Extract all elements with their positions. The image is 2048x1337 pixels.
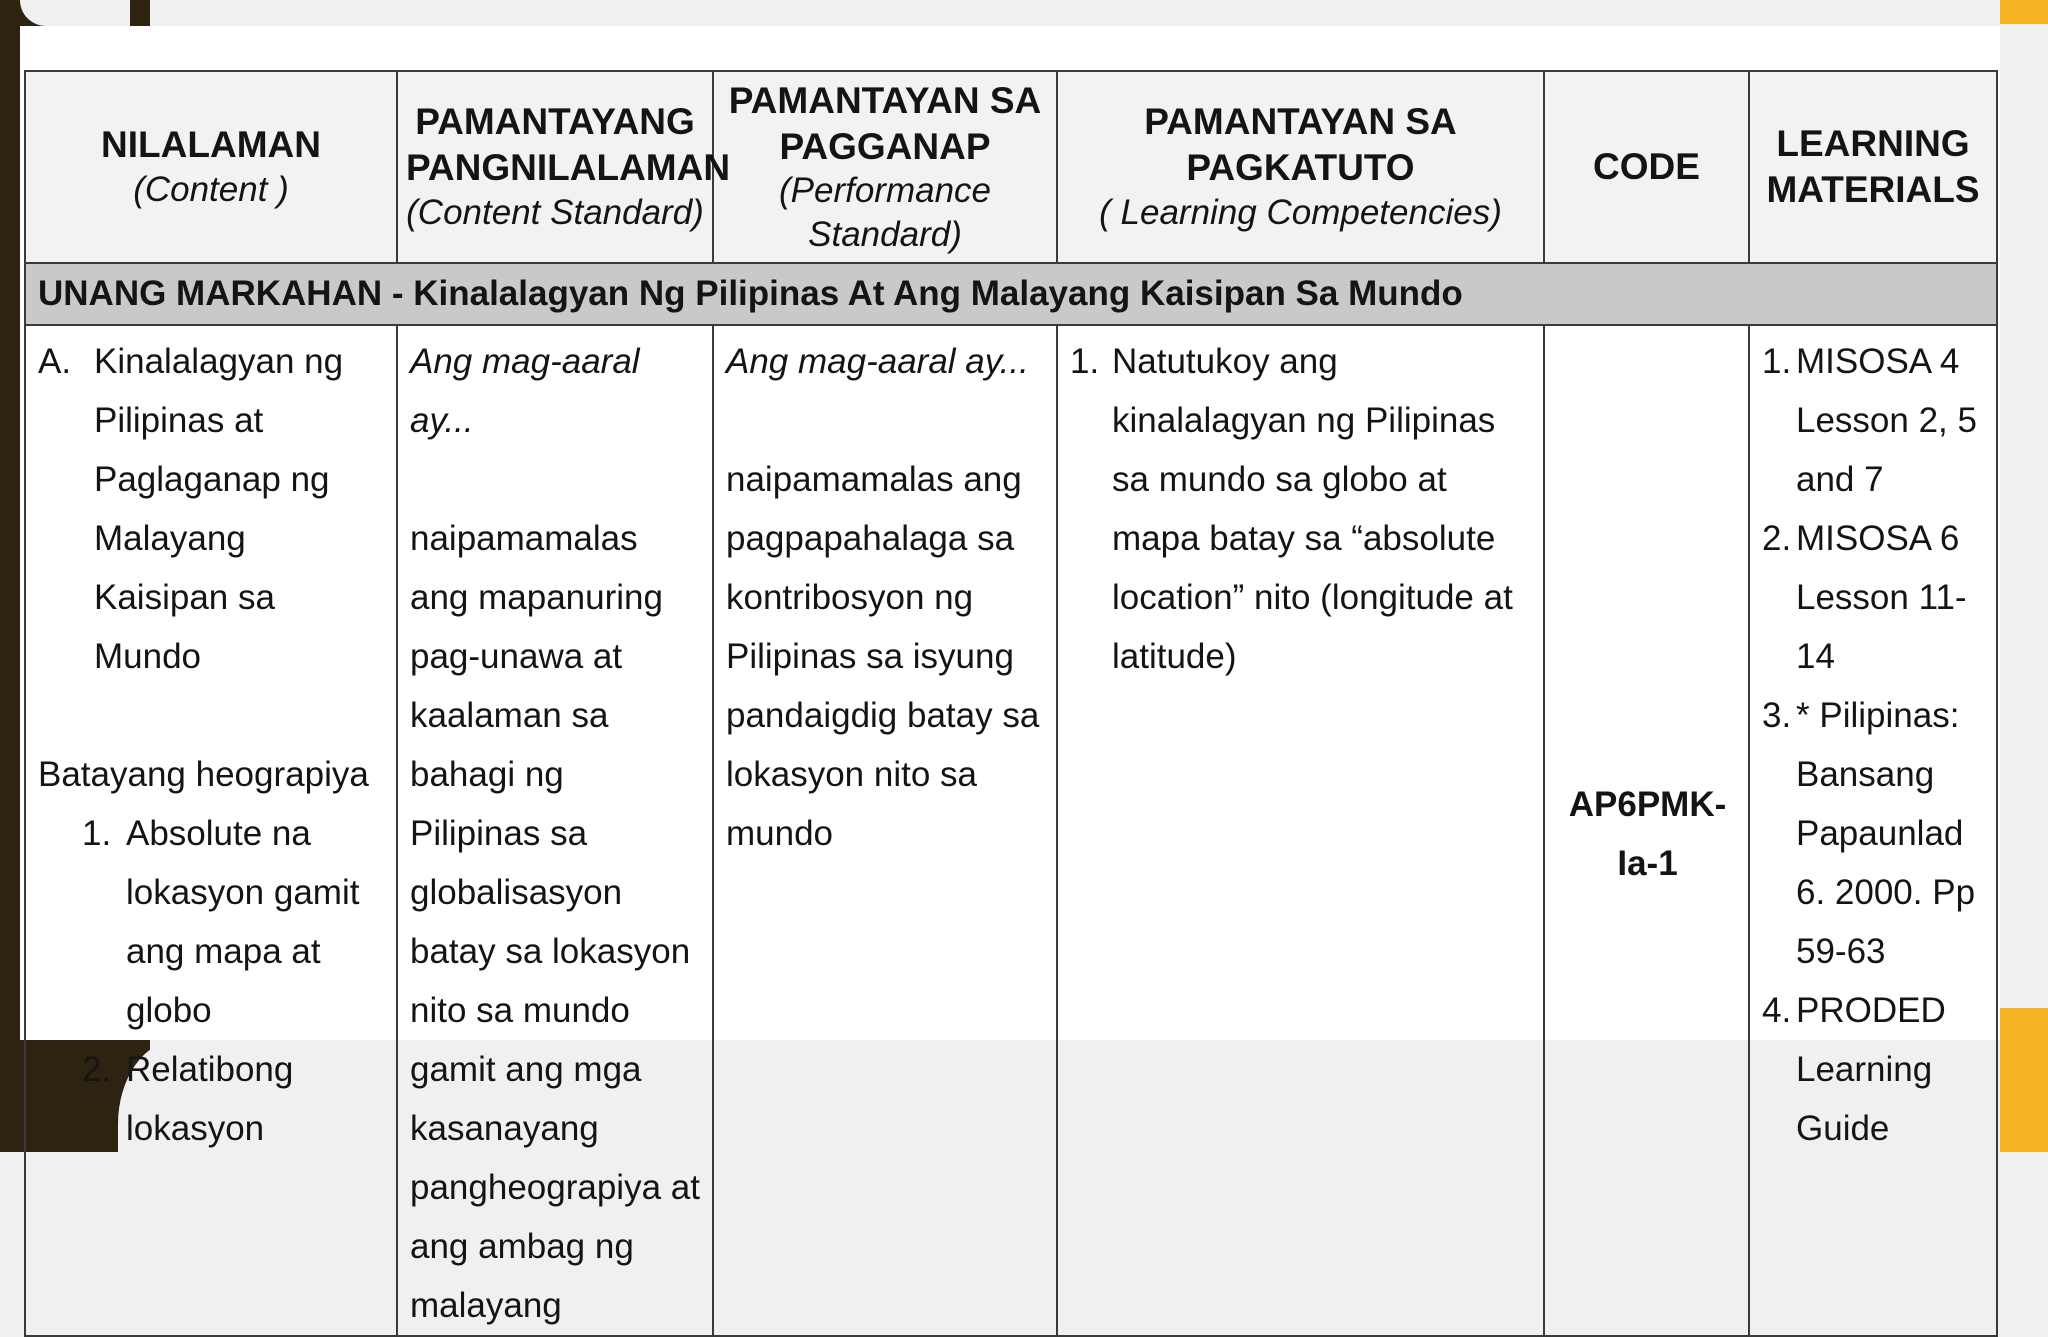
left-decoration-cap-top [20, 0, 130, 26]
header-performance-standard [713, 71, 1057, 263]
spacer [38, 686, 386, 745]
performance-standard-body: naipamamalas ang pagpapahalaga sa kontribosyon ng Pilipinas sa isyung pandaigdig batay sa lokasyon nito sa mundo [726, 460, 1040, 853]
header-content-standard-subtitle: (Content Standard) [406, 193, 704, 233]
content-sub-heading: Batayang heograpiya [38, 755, 369, 794]
content-sub-text-2: Relatibong lokasyon [126, 1050, 294, 1148]
list-item [1762, 686, 1986, 981]
cell-code: AP6PMK-Ia-1 [1544, 325, 1749, 1336]
content-standard-lead: Ang mag-aaral ay... [410, 342, 640, 440]
competency-text-1: Natutukoy ang kinalalagyan ng Pilipinas sa mundo sa globo at mapa batay sa “absolute location” nito (longitude at latitude) [1112, 342, 1513, 676]
header-content-standard [397, 71, 731, 263]
cell-content-standard [397, 325, 713, 1336]
accent-bar-top [2000, 0, 2048, 24]
material-marker-4: 4. [1762, 991, 1792, 1030]
material-text-3: * Pilipinas: Bansang Papaunlad 6. 2000. Pp 59-63 [1796, 696, 1976, 971]
header-performance-standard-subtitle: (Performance Standard) [778, 171, 992, 254]
list-item [38, 804, 386, 1040]
content-main-marker: A. [38, 342, 72, 381]
quarter-label: UNANG MARKAHAN - Kinalalagyan Ng Pilipinas At Ang Malayang Kaisipan Sa Mundo [25, 263, 1997, 325]
header-code [1544, 71, 1749, 263]
accent-bar-bottom [2000, 1008, 2048, 1152]
content-sub-marker-1: 1. [82, 814, 112, 853]
cell-performance-standard [713, 325, 1057, 1336]
content-standard-body: naipamamalas ang mapanuring pag-unawa at kaalaman sa bahagi ng Pilipinas sa globalisasyon batay sa lokasyon nito sa mundo gamit ang mga kasanayang pangheograpiya at ang ambag ng malayang [410, 519, 700, 1325]
cell-learning-materials [1749, 325, 1997, 1336]
table-row [25, 325, 1997, 1336]
header-competencies-title: PAMANTAYAN SA PAGKATUTO [1144, 101, 1457, 189]
header-learning-materials [1749, 71, 1997, 263]
content-sub-marker-2: 2. [82, 1050, 112, 1089]
material-marker-1: 1. [1762, 342, 1792, 381]
cell-competencies [1057, 325, 1544, 1336]
content-sub-text-1: Absolute na lokasyon gamit ang mapa at globo [126, 814, 360, 1030]
header-content [25, 71, 397, 263]
header-row [25, 71, 1997, 263]
performance-standard-lead: Ang mag-aaral ay... [726, 342, 1029, 381]
quarter-row [25, 263, 1997, 325]
header-competencies [1057, 71, 1544, 263]
material-text-2: MISOSA 6 Lesson 11- 14 [1796, 519, 1967, 676]
header-performance-standard-title: PAMANTAYAN SA PAGGANAP [728, 79, 1042, 167]
content-main-text: Kinalalagyan ng Pilipinas at Paglaganap ng Malayang Kaisipan sa Mundo [94, 342, 344, 676]
material-text-4: PRODED Learning Guide [1796, 991, 1946, 1148]
spacer [726, 391, 1046, 450]
list-item [1070, 332, 1533, 686]
cell-content [25, 325, 397, 1336]
list-item [1762, 509, 1986, 686]
curriculum-table [24, 70, 1998, 1337]
list-item [1762, 981, 1986, 1158]
header-content-title: NILALAMAN [101, 124, 321, 166]
list-item [38, 1040, 386, 1158]
list-item [1762, 332, 1986, 509]
header-content-standard-title: PAMANTAYANG PANGNILALAMAN [406, 101, 731, 189]
material-text-1: MISOSA 4 Lesson 2, 5 and 7 [1796, 342, 1977, 499]
material-marker-2: 2. [1762, 519, 1792, 558]
header-code-title: CODE [1593, 146, 1700, 188]
competency-marker-1: 1. [1070, 342, 1100, 381]
header-learning-materials-title: LEARNING MATERIALS [1766, 123, 1980, 210]
material-marker-3: 3. [1762, 696, 1792, 735]
header-content-subtitle: (Content ) [133, 170, 289, 210]
spacer [410, 450, 702, 509]
header-competencies-subtitle: ( Learning Competencies) [1099, 193, 1502, 233]
content-main-item [38, 332, 386, 686]
